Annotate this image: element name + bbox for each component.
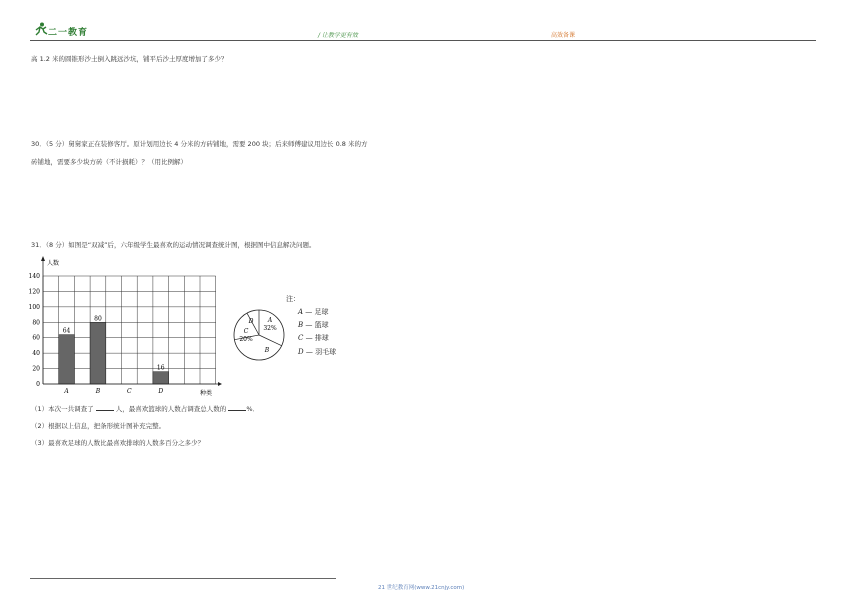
bar-a	[59, 335, 75, 384]
legend-item-a: A — 足球	[298, 308, 329, 316]
y-axis-arrow	[41, 256, 45, 261]
header-brand: 高效备课	[551, 32, 576, 39]
header-slogan: / 让教学更有效	[318, 32, 358, 39]
bar-chart-grid	[29, 273, 216, 388]
legend-item-d: D — 羽毛球	[298, 348, 337, 356]
q31-intro: 31．（8 分）如图是“双减”后，六年级学生最喜欢的运动情况调查统计图，根据图中信息解决问题。	[31, 241, 316, 249]
legend-item-b: B — 篮球	[298, 321, 329, 329]
footer-site: 21 世纪教育网(www.21cnjy.com)	[378, 585, 465, 591]
q31-sub3: （3）最喜欢足球的人数比最喜欢排球的人数多百分之多少？	[31, 439, 205, 447]
y-tick-label: 140	[28, 273, 40, 280]
y-tick-label: 60	[32, 334, 40, 342]
q30-line1: 30．（5 分）舅舅家正在装修客厅。原计划用边长 4 分米的方砖铺地，需要 200 块；后来师傅建议用边长 0.8 米的方	[31, 140, 368, 148]
pie-slice-b-label: B	[264, 347, 270, 354]
bar-chart	[28, 255, 228, 401]
pie-slice-a-value: 32%	[263, 325, 277, 332]
legend-item-c: C — 排球	[298, 334, 329, 342]
pie-slice-c-label: C	[243, 328, 249, 335]
q29-continuation: 高 1.2 米的圆锥形沙土倒入跳远沙坑，铺平后沙土厚度增加了多少？	[31, 55, 228, 63]
x-tick-label: C	[127, 388, 132, 395]
x-tick-label: D	[158, 388, 164, 395]
bar-value-label: 64	[62, 327, 71, 335]
pie-slice-d-label: D	[248, 318, 254, 325]
bar-value-label: 80	[94, 315, 102, 323]
answer-blank-total[interactable]	[96, 404, 114, 411]
x-tick-label: B	[95, 388, 101, 395]
bar-d	[153, 372, 169, 384]
y-tick-label: 20	[32, 365, 40, 373]
bar-chart-labels	[63, 315, 165, 395]
logo-text: 二一教育	[48, 28, 89, 38]
y-tick-label: 100	[28, 303, 40, 311]
pie-chart	[232, 308, 288, 364]
header-divider	[30, 40, 816, 41]
bar-value-label: 16	[156, 364, 165, 372]
q31-sub1: （1）本次一共调查了 人，最喜欢篮球的人数占调查总人数的 %．	[31, 405, 260, 413]
q31-sub2: （2）根据以上信息，把条形统计图补充完整。	[31, 422, 166, 430]
logo-runner-icon	[33, 22, 49, 38]
y-tick-label: 0	[36, 381, 40, 388]
legend-title: 注：	[286, 295, 300, 303]
q30-line2: 砖铺地，需要多少块方砖（不计损耗）？（用比例解）	[31, 158, 187, 166]
answer-blank-percent[interactable]	[228, 404, 246, 411]
footer-divider	[30, 578, 336, 579]
x-axis-arrow	[218, 382, 222, 386]
x-tick-label: A	[64, 388, 69, 395]
bar-b	[90, 322, 106, 384]
y-axis-label: 人数	[47, 260, 60, 267]
y-tick-label: 40	[32, 350, 40, 358]
y-tick-label: 80	[32, 319, 40, 327]
x-axis-label: 种类	[200, 390, 213, 397]
pie-slice-a-label: A	[267, 317, 273, 324]
pie-slice-c-value: 20%	[239, 336, 253, 343]
y-tick-label: 120	[28, 288, 40, 296]
